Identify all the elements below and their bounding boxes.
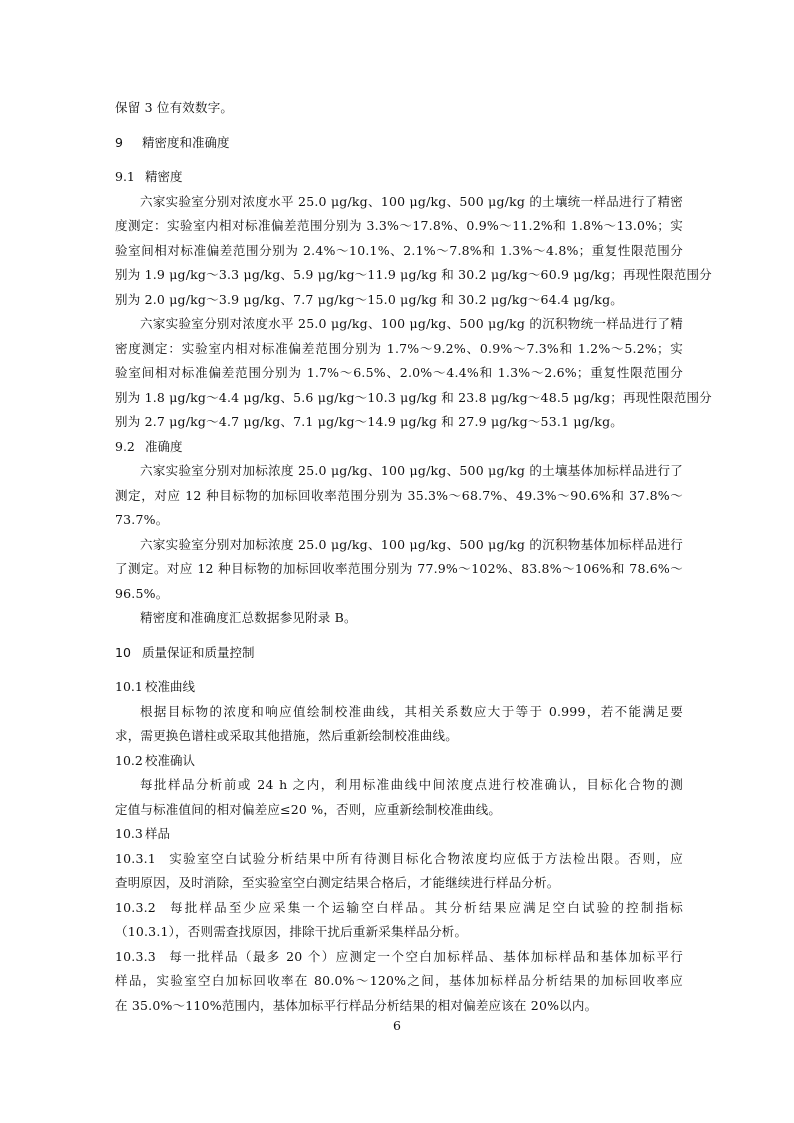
- paragraph-9-2-sediment: [115, 533, 683, 607]
- spacer: [115, 121, 683, 131]
- section-9-number: 9: [115, 134, 123, 150]
- item-10-3-1: [115, 847, 683, 896]
- item-number: 10.3.2: [115, 899, 156, 915]
- section-10-1-heading: [115, 675, 683, 700]
- text-line: 求，需更换色谱柱或采取其他措施，然后重新绘制校准曲线。: [115, 728, 458, 743]
- paragraph-9-1-soil: [115, 190, 712, 313]
- text-line: 六家实验室分别对浓度水平 25.0 μg/kg、100 μg/kg、500 μg/kg 的沉积物统一样品进行了精: [140, 316, 683, 331]
- section-10-number: 10: [115, 644, 131, 660]
- section-10-heading: [115, 641, 683, 666]
- text-line: 查明原因，及时消除，至实验室空白测定结果合格后，才能继续进行样品分析。: [115, 875, 560, 890]
- section-10-title: 质量保证和质量控制: [142, 644, 255, 660]
- text-line: 六家实验室分别对加标浓度 25.0 μg/kg、100 μg/kg、500 μg/kg 的沉积物基体加标样品进行: [140, 536, 683, 552]
- text-line: 96.5%。: [115, 585, 169, 601]
- item-10-3-3: [115, 945, 683, 1019]
- section-10-2-number: 10.2: [115, 752, 143, 768]
- text-line: （10.3.1），否则需查找原因，排除干扰后重新采集样品分析。: [115, 924, 468, 939]
- section-9-1-number: 9.1: [115, 169, 135, 184]
- spacer: [115, 665, 683, 675]
- section-9-1-heading: [115, 165, 683, 190]
- paragraph-9-2-summary: 精密度和准确度汇总数据参见附录 B。: [140, 610, 357, 625]
- text-line: 验室间相对标准偏差范围分别为 2.4%～10.1%、2.1%～7.8%和 1.3%～4.8%；重复性限范围分: [115, 242, 683, 258]
- text-line: 六家实验室分别对浓度水平 25.0 μg/kg、100 μg/kg、500 μg/kg 的土壤统一样品进行了精密: [140, 193, 683, 209]
- section-10-2-heading: [115, 749, 683, 774]
- intro-tail: 保留 3 位有效数字。: [115, 100, 234, 115]
- section-10-3-number: 10.3: [115, 826, 143, 841]
- item-number: 10.3.1: [115, 850, 156, 866]
- section-9-2-number: 9.2: [115, 438, 135, 454]
- text-line: 别为 2.7 μg/kg～4.7 μg/kg、7.1 μg/kg～14.9 μg/kg 和 27.9 μg/kg～53.1 μg/kg。: [115, 414, 623, 429]
- section-10-2-title: 校准确认: [145, 752, 196, 768]
- text-line: 73.7%。: [115, 512, 169, 527]
- text-line: 别为 2.0 μg/kg～3.9 μg/kg、7.7 μg/kg～15.0 μg/kg 和 30.2 μg/kg～64.4 μg/kg。: [115, 291, 623, 307]
- text-line: 样品，实验室空白加标回收率在 80.0%～120%之间，基体加标样品分析结果的加标回收率应: [115, 973, 683, 988]
- item-10-3-2: [115, 896, 683, 945]
- paragraph-9-2-soil: [115, 459, 683, 533]
- page-number: 6: [393, 1018, 401, 1033]
- text-line: 定值与标准值间的相对偏差应≤20 %，否则，应重新绘制校准曲线。: [115, 801, 502, 817]
- text-line: 别为 1.9 μg/kg～3.3 μg/kg、5.9 μg/kg～11.9 μg/kg 和 30.2 μg/kg～60.9 μg/kg；再现性限范围分: [115, 267, 712, 282]
- text-line: 验室间相对标准偏差范围分别为 1.7%～6.5%、2.0%～4.4%和 1.3%～2.6%；重复性限范围分: [115, 365, 683, 380]
- text-line: [115, 896, 683, 921]
- paragraph-10-2: [115, 773, 683, 822]
- text-line: 六家实验室分别对加标浓度 25.0 μg/kg、100 μg/kg、500 μg/kg 的土壤基体加标样品进行了: [140, 463, 683, 478]
- text-line: 在 35.0%～110%范围内，基体加标平行样品分析结果的相对偏差应该在 20%以内。: [115, 997, 598, 1013]
- text-line: 密度测定：实验室内相对标准偏差范围分别为 1.7%～9.2%、0.9%～7.3%和 1.2%～5.2%；实: [115, 340, 683, 356]
- text-line: 测定，对应 12 种目标物的加标回收率范围分别为 35.3%～68.7%、49.3%～90.6%和 37.8%～: [115, 487, 683, 503]
- text-line: [115, 945, 683, 970]
- document-body: [115, 96, 712, 1018]
- item-number: 10.3.3: [115, 948, 156, 964]
- item-text: 每一批样品（最多 20 个）应测定一个空白加标样品、基体加标样品和基体加标平行: [167, 948, 683, 964]
- section-10-3-heading: [115, 822, 683, 847]
- text-line: 度测定：实验室内相对标准偏差范围分别为 3.3%～17.8%、0.9%～11.2%和 1.8%～13.0%；实: [115, 218, 683, 233]
- text-line: 根据目标物的浓度和响应值绘制校准曲线，其相关系数应大于等于 0.999，若不能满足要: [140, 703, 683, 719]
- text-line: [115, 847, 683, 872]
- spacer: [115, 631, 683, 641]
- section-10-1-number: 10.1: [115, 679, 143, 694]
- section-9-heading: [115, 131, 683, 156]
- paragraph-9-1-sediment: [115, 312, 712, 435]
- text-line: 每批样品分析前或 24 h 之内，利用标准曲线中间浓度点进行校准确认，目标化合物的测: [140, 777, 683, 792]
- spacer: [115, 155, 683, 165]
- item-text: 每批样品至少应采集一个运输空白样品。其分析结果应满足空白试验的控制指标: [167, 899, 683, 915]
- item-text: 实验室空白试验分析结果中所有待测目标化合物浓度均应低于方法检出限。否则，应: [167, 850, 683, 866]
- section-10-1-title: 校准曲线: [145, 679, 196, 694]
- section-10-3-title: 样品: [145, 826, 171, 841]
- section-9-2-heading: [115, 435, 683, 460]
- text-line: 了测定。对应 12 种目标物的加标回收率范围分别为 77.9%～102%、83.8%～106%和 78.6%～: [115, 561, 683, 576]
- section-9-2-title: 准确度: [145, 438, 183, 454]
- section-9-1-title: 精密度: [145, 169, 183, 184]
- section-9-title: 精密度和准确度: [142, 134, 230, 150]
- text-line: 别为 1.8 μg/kg～4.4 μg/kg、5.6 μg/kg～10.3 μg/kg 和 23.8 μg/kg～48.5 μg/kg；再现性限范围分: [115, 389, 712, 405]
- paragraph-10-1: [115, 700, 683, 749]
